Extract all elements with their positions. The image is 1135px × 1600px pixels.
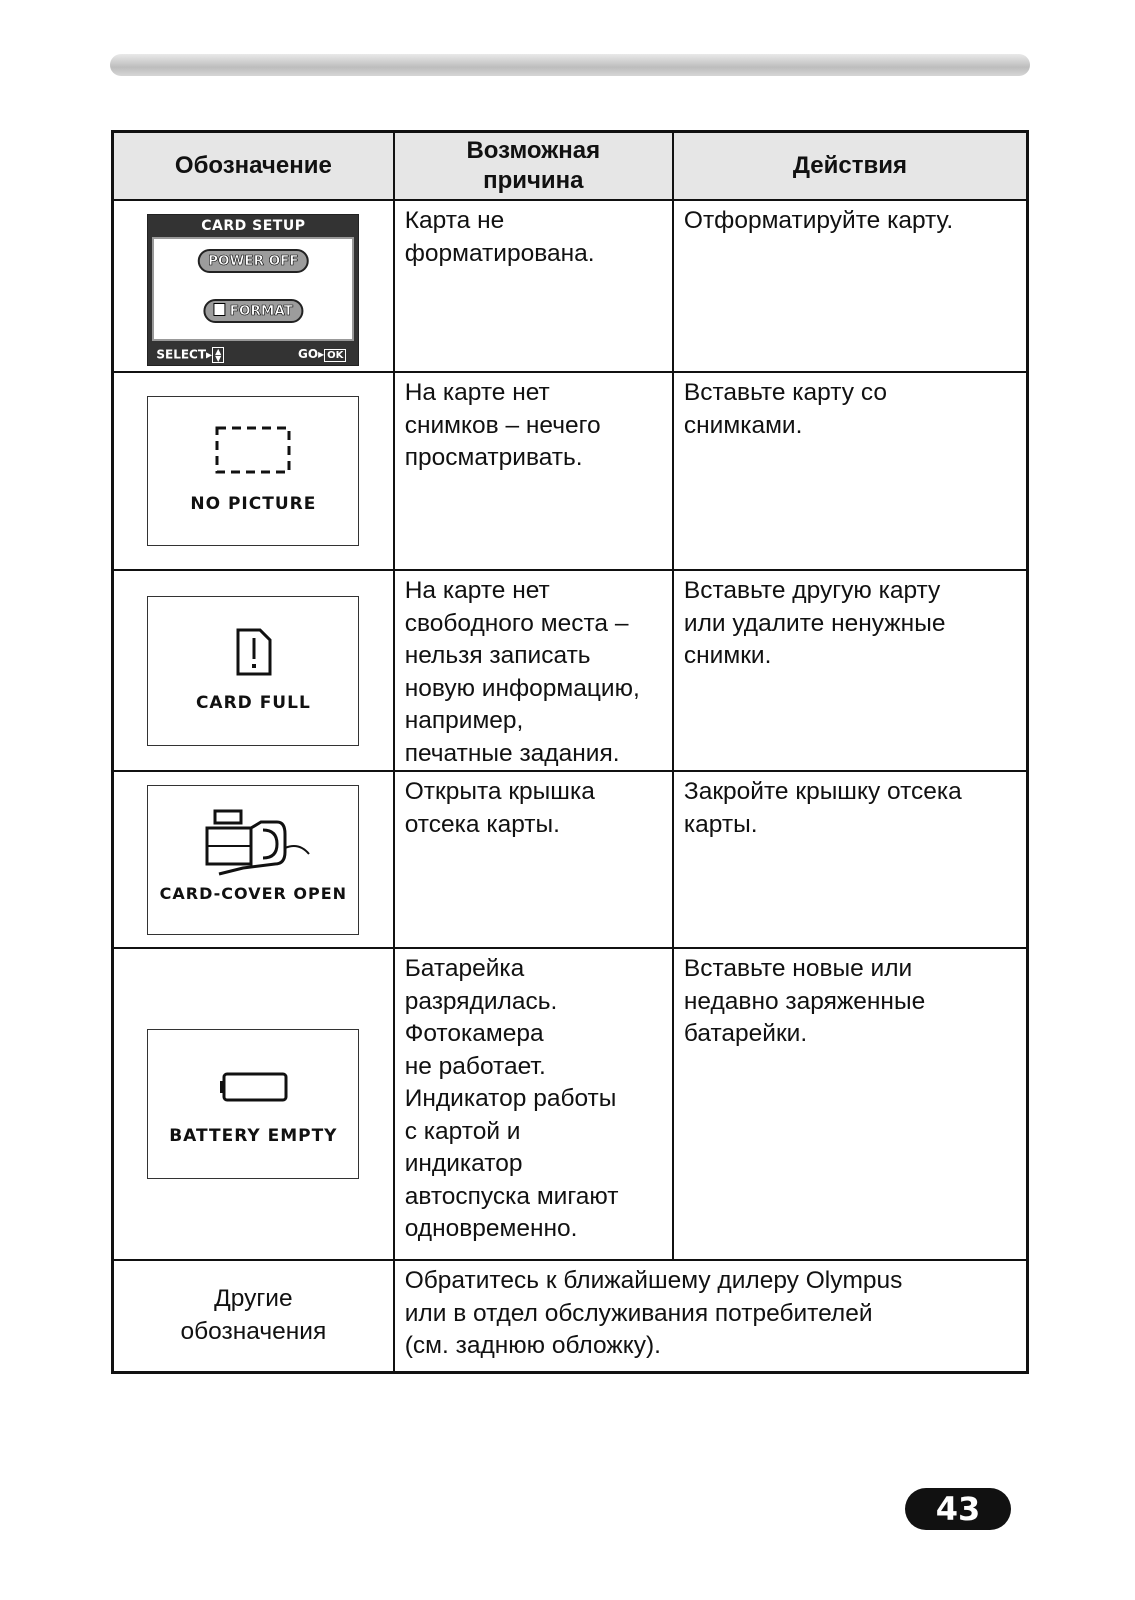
designation-cell — [113, 372, 394, 570]
cause-cell: Батарейка разрядилась. Фотокамера не работает. Индикатор работы с картой и индикатор автоспуска мигают одновременно. — [394, 948, 673, 1260]
arrow-right-icon: ▸ — [318, 347, 325, 361]
card-setup-footer: SELECT▸ ▲ ▼ GO▸ OK — [156, 347, 346, 363]
table-row — [113, 771, 1028, 948]
table-header-row — [113, 132, 1028, 201]
error-messages-table — [111, 130, 1029, 1374]
no-picture-screen — [147, 396, 359, 546]
table-row — [113, 948, 1028, 1260]
other-action-cell: Обратитесь к ближайшему дилеру Olympus или в отдел обслуживания потребителей (см. заднюю обложку). — [394, 1260, 1028, 1372]
action-cell: Вставьте карту со снимками. — [673, 372, 1028, 570]
table-row — [113, 372, 1028, 570]
action-cell: Вставьте другую карту или удалите ненужные снимки. — [673, 570, 1028, 771]
card-setup-menu — [152, 237, 354, 341]
card-full-screen — [147, 596, 359, 746]
battery-empty-screen — [147, 1029, 359, 1179]
arrow-right-icon: ▸ — [206, 347, 213, 362]
designation-cell — [113, 948, 394, 1260]
card-setup-screen — [147, 214, 359, 366]
cause-cell: На карте нет снимков – нечего просматривать. — [394, 372, 673, 570]
ok-icon: OK — [324, 349, 346, 362]
up-down-icon: ▲ ▼ — [212, 347, 224, 363]
card-full-label: CARD FULL — [195, 692, 311, 713]
card-cover-open-screen — [147, 785, 359, 935]
table-row — [113, 570, 1028, 771]
designation-cell — [113, 570, 394, 771]
cause-cell: На карте нет свободного места – нельзя записать новую информацию, например, печатные задания. — [394, 570, 673, 771]
power-off-option: POWER OFF — [198, 249, 309, 273]
designation-cell — [113, 200, 394, 372]
action-cell: Вставьте новые или недавно заряженные батарейки. — [673, 948, 1028, 1260]
dashed-frame-icon — [214, 425, 294, 477]
battery-empty-icon — [220, 1070, 290, 1104]
card-setup-title: CARD SETUP — [201, 218, 306, 234]
header-action: Действия — [673, 132, 1028, 201]
cause-cell: Открыта крышка отсека карты. — [394, 771, 673, 948]
battery-empty-label: BATTERY EMPTY — [169, 1126, 338, 1146]
cause-cell: Карта не форматирована. — [394, 200, 673, 372]
card-full-icon — [234, 627, 274, 677]
format-option: FORMAT — [204, 299, 303, 323]
action-cell: Закройте крышку отсека карты. — [673, 771, 1028, 948]
table-row-other — [113, 1260, 1028, 1372]
page-header-bar — [110, 54, 1030, 76]
designation-cell — [113, 771, 394, 948]
card-cover-open-label: CARD-COVER OPEN — [159, 883, 348, 903]
no-picture-label: NO PICTURE — [190, 494, 317, 514]
other-designation-cell: Другие обозначения — [113, 1260, 394, 1372]
table-row — [113, 200, 1028, 372]
action-cell: Отформатируйте карту. — [673, 200, 1028, 372]
page-number: 43 — [905, 1488, 1011, 1530]
camera-cover-open-icon — [203, 808, 323, 878]
header-designation: Обозначение — [113, 132, 394, 201]
trash-icon — [214, 303, 226, 316]
header-cause: Возможная причина — [394, 132, 673, 201]
